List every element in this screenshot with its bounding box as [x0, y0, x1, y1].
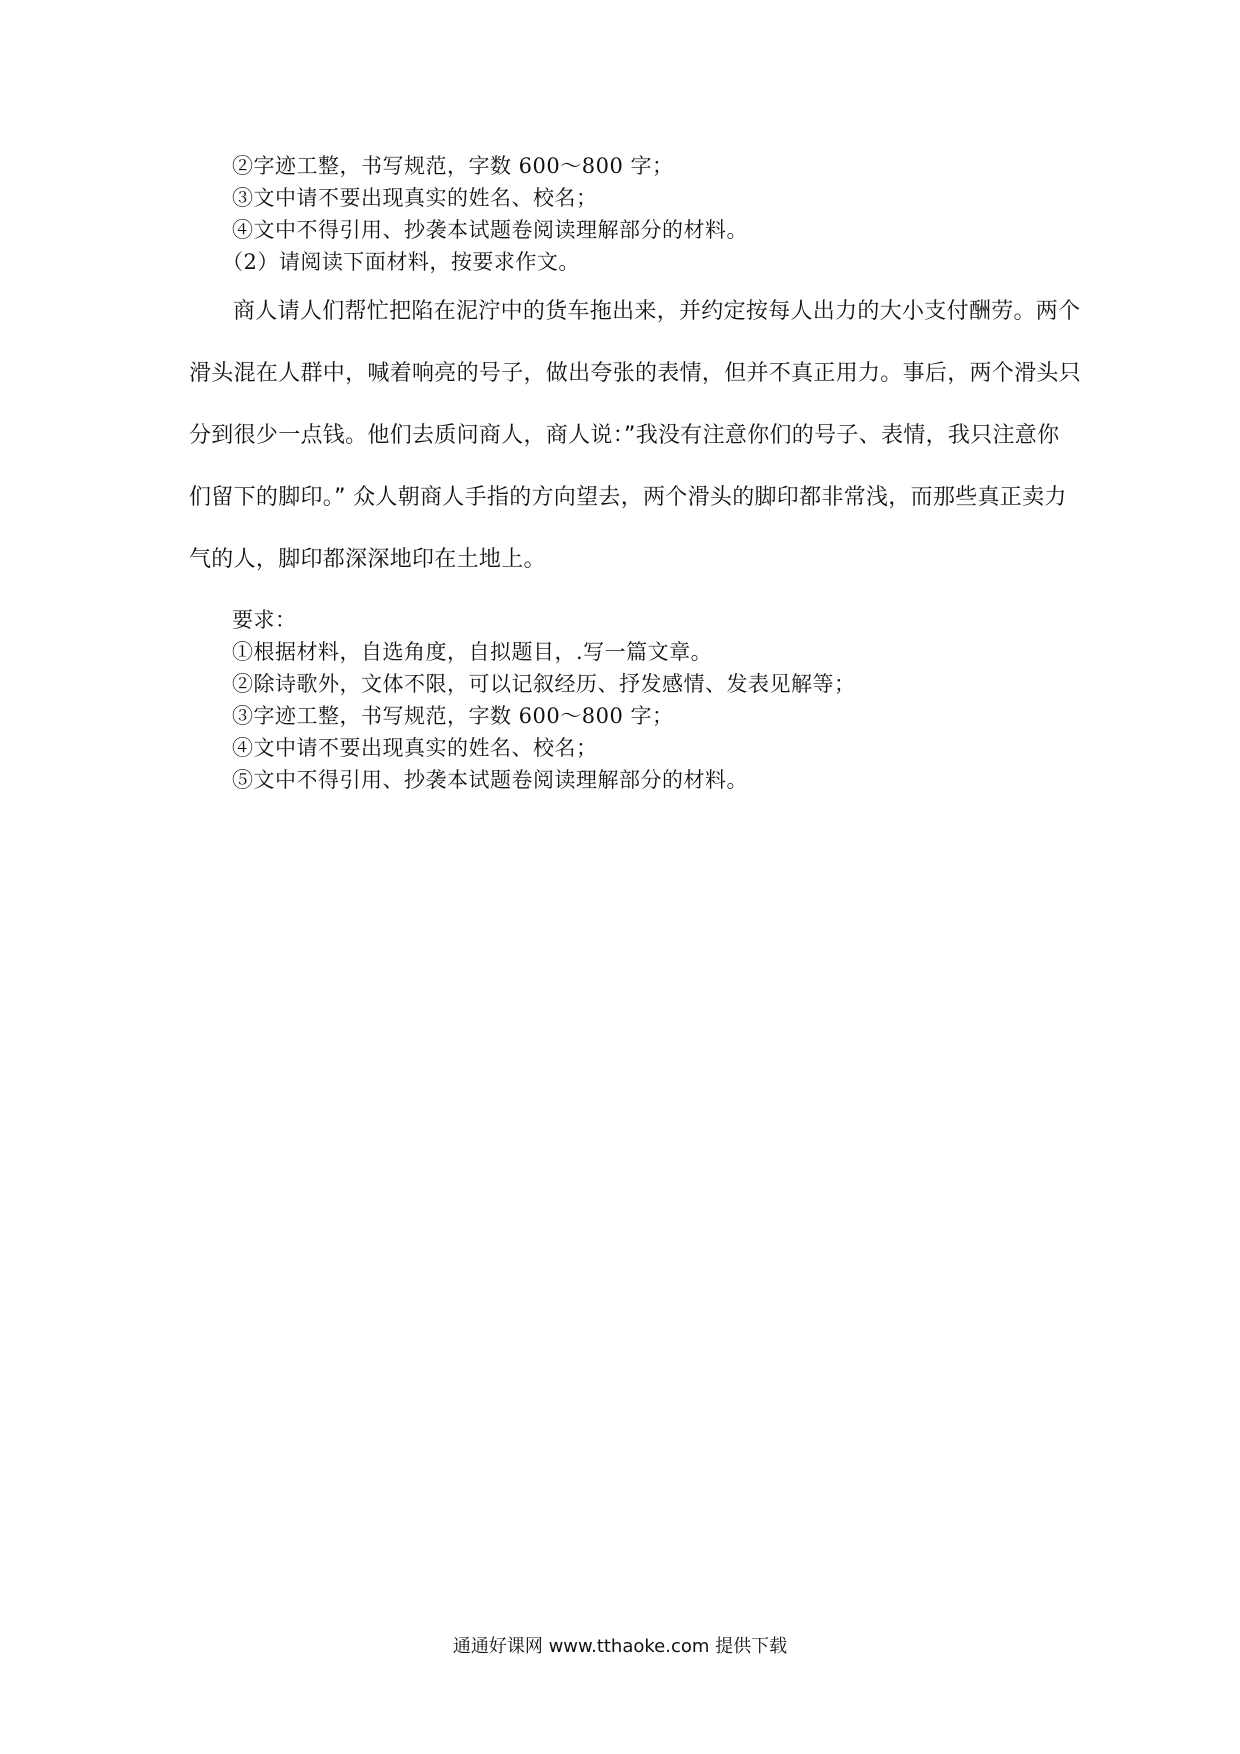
- requirement-item: ④文中不得引用、抄袭本试题卷阅读理解部分的材料。: [232, 218, 748, 242]
- requirement-item: ②字迹工整，书写规范，字数 600～800 字；: [232, 154, 674, 178]
- requirements-list: [232, 604, 1072, 796]
- previous-requirements-list: [222, 150, 1072, 278]
- requirement-item: ③文中请不要出现真实的姓名、校名；: [232, 186, 598, 210]
- requirement-item: ①根据材料，自选角度，自拟题目，.写一篇文章。: [232, 640, 713, 664]
- requirement-item: ⑤文中不得引用、抄袭本试题卷阅读理解部分的材料。: [232, 768, 748, 792]
- material-line: 气的人，脚印都深深地印在土地上。: [189, 547, 546, 572]
- requirement-item: ④文中请不要出现真实的姓名、校名；: [232, 736, 598, 760]
- material-line: 们留下的脚印。” 众人朝商人手指的方向望去，两个滑头的脚印都非常浅，而那些真正卖力: [189, 485, 1067, 510]
- material-line: 商人请人们帮忙把陷在泥泞中的货车拖出来，并约定按每人出力的大小支付酬劳。两个: [233, 299, 1081, 324]
- material-line: 滑头混在人群中，喊着响亮的号子，做出夸张的表情，但并不真正用力。事后，两个滑头只: [189, 361, 1082, 386]
- requirement-item: ③字迹工整，书写规范，字数 600～800 字；: [232, 704, 674, 728]
- page-footer: 通通好课网 www.tthaoke.com 提供下载: [452, 1636, 788, 1657]
- requirements-heading: 要求：: [232, 608, 297, 632]
- requirement-item: ②除诗歌外，文体不限，可以记叙经历、抒发感情、发表见解等；: [232, 672, 856, 696]
- material-line: 分到很少一点钱。他们去质问商人，商人说：”我没有注意你们的号子、表情，我只注意你: [189, 423, 1060, 448]
- reading-material: [189, 295, 1082, 605]
- sub-question-heading: （2）请阅读下面材料，按要求作文。: [222, 250, 580, 274]
